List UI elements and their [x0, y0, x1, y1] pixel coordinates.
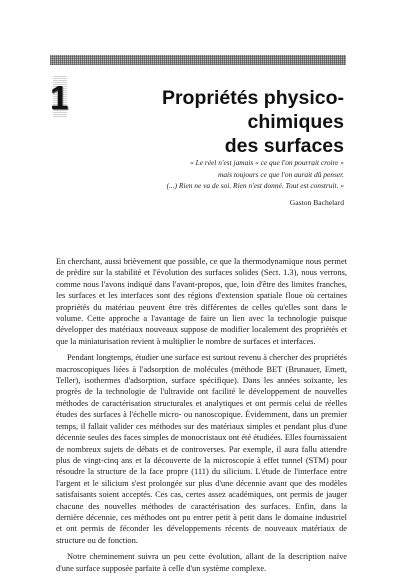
- chapter-title-line-1: Propriétés physico-chimiques: [161, 87, 344, 133]
- chapter-title-line-2: des surfaces: [224, 135, 344, 157]
- chapter-number: 1: [50, 79, 69, 116]
- body-text: [56, 256, 347, 579]
- paragraph-2: Pendant longtemps, étudier une surface est surtout revenu à chercher des propriétés macroscopiques liées à l'adsorption de molécules (méthode BET (Brunauer, Emett, Teller), isothermes d'adsorption, surface spécifique). Dans les années soixante, les progrès de la technologie de l'ultravide ont facilité le développement de nouvelles méthodes de caractérisation structurales et analytiques et ont permis celui de réelles études des surfaces à l'échelle micro- ou nanoscopique. Évidemment, dans un premier temps, il fallait valider ces méthodes sur des matériaux simples et pendant plus d'une décennie seules des faces simples de monocristaux ont été étudiées. Elles fournissaient de nombreux sujets de débats et de controverses. Par exemple, il aura fallu attendre plus de vingt-cinq ans et la découverte de la microscopie à effet tunnel (STM) pour résoudre la structure de la face propre (111) du silicium. L'étude de l'interface entre l'argent et le silicium s'est prolongée sur plus d'une décennie avant que des modèles satisfaisants soient acceptés. Ces cas, certes assez académiques, ont permis de jauger chacune des nouvelles méthodes de caractérisation des surfaces. Enfin, dans la dernière décennie, ces méthodes ont pu entrer petit à petit dans le domaine industriel et ont permis de féconder les développements récents de nouveaux matériaux de structure ou de fonction.: [56, 353, 347, 545]
- paragraph-3: Notre cheminement suivra un peu cette évolution, allant de la description naïve d'une surface supposée parfaite à celle d'un système complexe.: [56, 552, 347, 573]
- epigraph-line-2: mais toujours ce que l'on aurait dû penser.: [218, 169, 344, 179]
- epigraph-line-3: (...) Rien ne va de soi. Rien n'est donné. Tout est construit. »: [166, 181, 344, 190]
- chapter-header-band: [50, 55, 346, 65]
- epigraph-author: Gaston Bachelard: [289, 198, 344, 207]
- paragraph-1: En cherchant, aussi brièvement que possible, ce que la thermodynamique nous permet de prédire sur la stabilité et l'évolution des surfaces solides (Sect. 1.3), nous verrons, comme nous l'avons indiqué dans l'avant-propos, que, loin d'être des limites franches, les surfaces et les interfaces sont des régions d'extension spatiale floue où certaines propriétés du matériau peuvent être très différentes de celles qu'elles sont dans le volume. Cette approche a l'avantage de faire un lien avec la technologie puisque développer des matériaux nouveaux suppose de modifier localement des propriétés et que la miniaturisation revient à multiplier le nombre de surfaces et interfaces.: [56, 257, 347, 346]
- epigraph-quote: [84, 157, 344, 192]
- epigraph-line-1: « Le réel n'est jamais « ce que l'on pourrait croire »: [190, 158, 344, 167]
- chapter-title: [84, 86, 344, 158]
